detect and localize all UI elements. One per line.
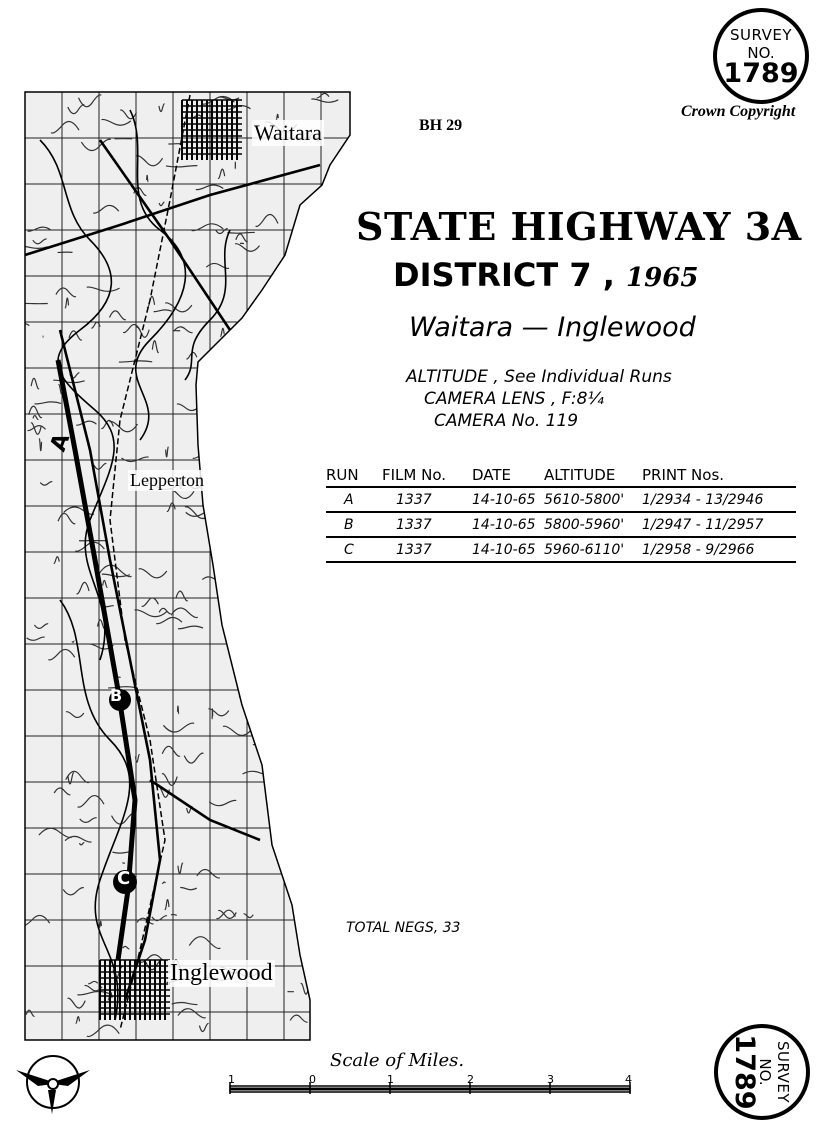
terrain-stroke: [234, 461, 251, 468]
terrain-stroke: [241, 370, 261, 374]
cell-run: B: [326, 512, 382, 537]
terrain-stroke: [224, 597, 251, 604]
terrain-stroke: [301, 725, 311, 731]
terrain-stroke: [296, 867, 304, 874]
scale-tick-label: 1: [228, 1073, 235, 1086]
seal-no-text: NO.: [756, 1058, 774, 1086]
terrain-stroke: [289, 793, 291, 794]
seal-survey-text: SURVEY: [774, 1040, 792, 1103]
terrain-stroke: [261, 555, 291, 564]
terrain-stroke: [295, 483, 303, 490]
terrain-stroke: [272, 781, 285, 790]
terrain-stroke: [302, 802, 329, 806]
altitude-spec: ALTITUDE , See Individual Runs: [406, 367, 672, 387]
col-header-date: DATE: [472, 466, 544, 487]
terrain-stroke: [296, 798, 301, 808]
cell-print: 1/2947 - 11/2957: [642, 512, 796, 537]
scale-tick-label: 2: [467, 1073, 474, 1086]
district-heading: [393, 256, 698, 294]
run-c-label: C: [117, 868, 131, 889]
place-label-lepperton: Lepperton: [130, 470, 204, 490]
terrain-stroke: [292, 414, 309, 420]
total-negatives: TOTAL NEGS, 33: [346, 920, 461, 936]
cell-film: 1337: [382, 537, 472, 562]
terrain-stroke: [227, 232, 254, 233]
terrain-stroke: [259, 659, 290, 662]
survey-seal-top: [713, 8, 809, 104]
terrain-stroke: [276, 355, 287, 365]
terrain-stroke: [283, 623, 311, 631]
cell-film: 1337: [382, 512, 472, 537]
scale-tick-label: 1: [387, 1073, 394, 1086]
terrain-stroke: [254, 477, 282, 484]
terrain-stroke: [213, 441, 226, 452]
survey-seal-bottom: [714, 1024, 810, 1120]
aerial-mapping-logo: [8, 1040, 98, 1118]
terrain-stroke: [301, 577, 332, 580]
terrain-stroke: [334, 841, 363, 848]
year-text: 1965: [626, 263, 699, 293]
terrain-stroke: [241, 557, 259, 560]
cell-run: A: [326, 487, 382, 512]
scale-tick-label: 4: [625, 1073, 632, 1086]
terrain-stroke: [297, 929, 317, 935]
route-subtitle: Waitara — Inglewood: [409, 312, 696, 343]
seal-number: 1789: [723, 58, 799, 89]
terrain-stroke: [286, 847, 315, 848]
col-header-altitude: ALTITUDE: [544, 466, 642, 487]
col-header-run: RUN: [326, 466, 382, 487]
cell-altitude: 5610-5800': [544, 487, 642, 512]
crown-copyright: Crown Copyright: [681, 103, 796, 120]
terrain-stroke: [228, 460, 251, 470]
cell-run: C: [326, 537, 382, 562]
district-text: DISTRICT 7 ,: [393, 256, 615, 294]
terrain-stroke: [322, 665, 333, 669]
terrain-stroke: [299, 568, 319, 570]
terrain-stroke: [317, 929, 335, 937]
scale-tick-label: 0: [309, 1073, 316, 1086]
terrain-stroke: [322, 903, 338, 906]
terrain-stroke: [292, 797, 304, 799]
runs-table: [326, 466, 796, 563]
cell-date: 14-10-65: [472, 487, 544, 512]
terrain-stroke: [237, 563, 264, 567]
seal-number: 1789: [729, 1034, 760, 1110]
sheet-code: BH 29: [419, 117, 463, 134]
table-row: [326, 512, 796, 537]
cell-altitude: 5960-6110': [544, 537, 642, 562]
terrain-stroke: [338, 438, 353, 448]
terrain-stroke: [280, 261, 290, 263]
terrain-stroke: [171, 914, 177, 915]
terrain-stroke: [284, 787, 312, 798]
terrain-stroke: [329, 379, 355, 383]
camera-number-spec: CAMERA No. 119: [434, 411, 579, 431]
col-header-print: PRINT Nos.: [642, 466, 796, 487]
scale-tick-label: 3: [547, 1073, 554, 1086]
run-b-label: B: [110, 686, 123, 705]
terrain-stroke: [319, 676, 338, 681]
cell-film: 1337: [382, 487, 472, 512]
place-label-waitara: Waitara: [254, 120, 322, 145]
terrain-stroke: [322, 1012, 338, 1023]
terrain-stroke: [219, 498, 222, 507]
terrain-stroke: [239, 693, 254, 696]
table-row: [326, 537, 796, 562]
camera-lens-spec: CAMERA LENS , F:8¼: [424, 389, 604, 409]
cell-print: 1/2958 - 9/2966: [642, 537, 796, 562]
cell-date: 14-10-65: [472, 537, 544, 562]
terrain-stroke: [287, 624, 301, 632]
seal-no-text: NO.: [747, 44, 775, 62]
terrain-stroke: [301, 525, 310, 535]
table-row: [326, 487, 796, 512]
terrain-stroke: [283, 665, 307, 671]
terrain-stroke: [218, 472, 235, 476]
scale-bar: [226, 1070, 636, 1100]
cell-altitude: 5800-5960': [544, 512, 642, 537]
page-title: STATE HIGHWAY 3A: [356, 204, 802, 249]
terrain-stroke: [286, 664, 289, 675]
terrain-stroke: [336, 165, 358, 175]
terrain-stroke: [287, 317, 316, 325]
map-body: [0, 80, 372, 1060]
col-header-film: FILM No.: [382, 466, 472, 487]
cell-print: 1/2934 - 13/2946: [642, 487, 796, 512]
terrain-stroke: [205, 371, 226, 377]
seal-survey-text: SURVEY: [729, 26, 792, 44]
terrain-stroke: [312, 253, 337, 265]
run-a-label: A: [45, 430, 76, 455]
cell-date: 14-10-65: [472, 512, 544, 537]
scale-title: Scale of Miles.: [330, 1050, 465, 1071]
place-label-inglewood: Inglewood: [170, 960, 273, 986]
runs-table-header: [326, 466, 796, 487]
